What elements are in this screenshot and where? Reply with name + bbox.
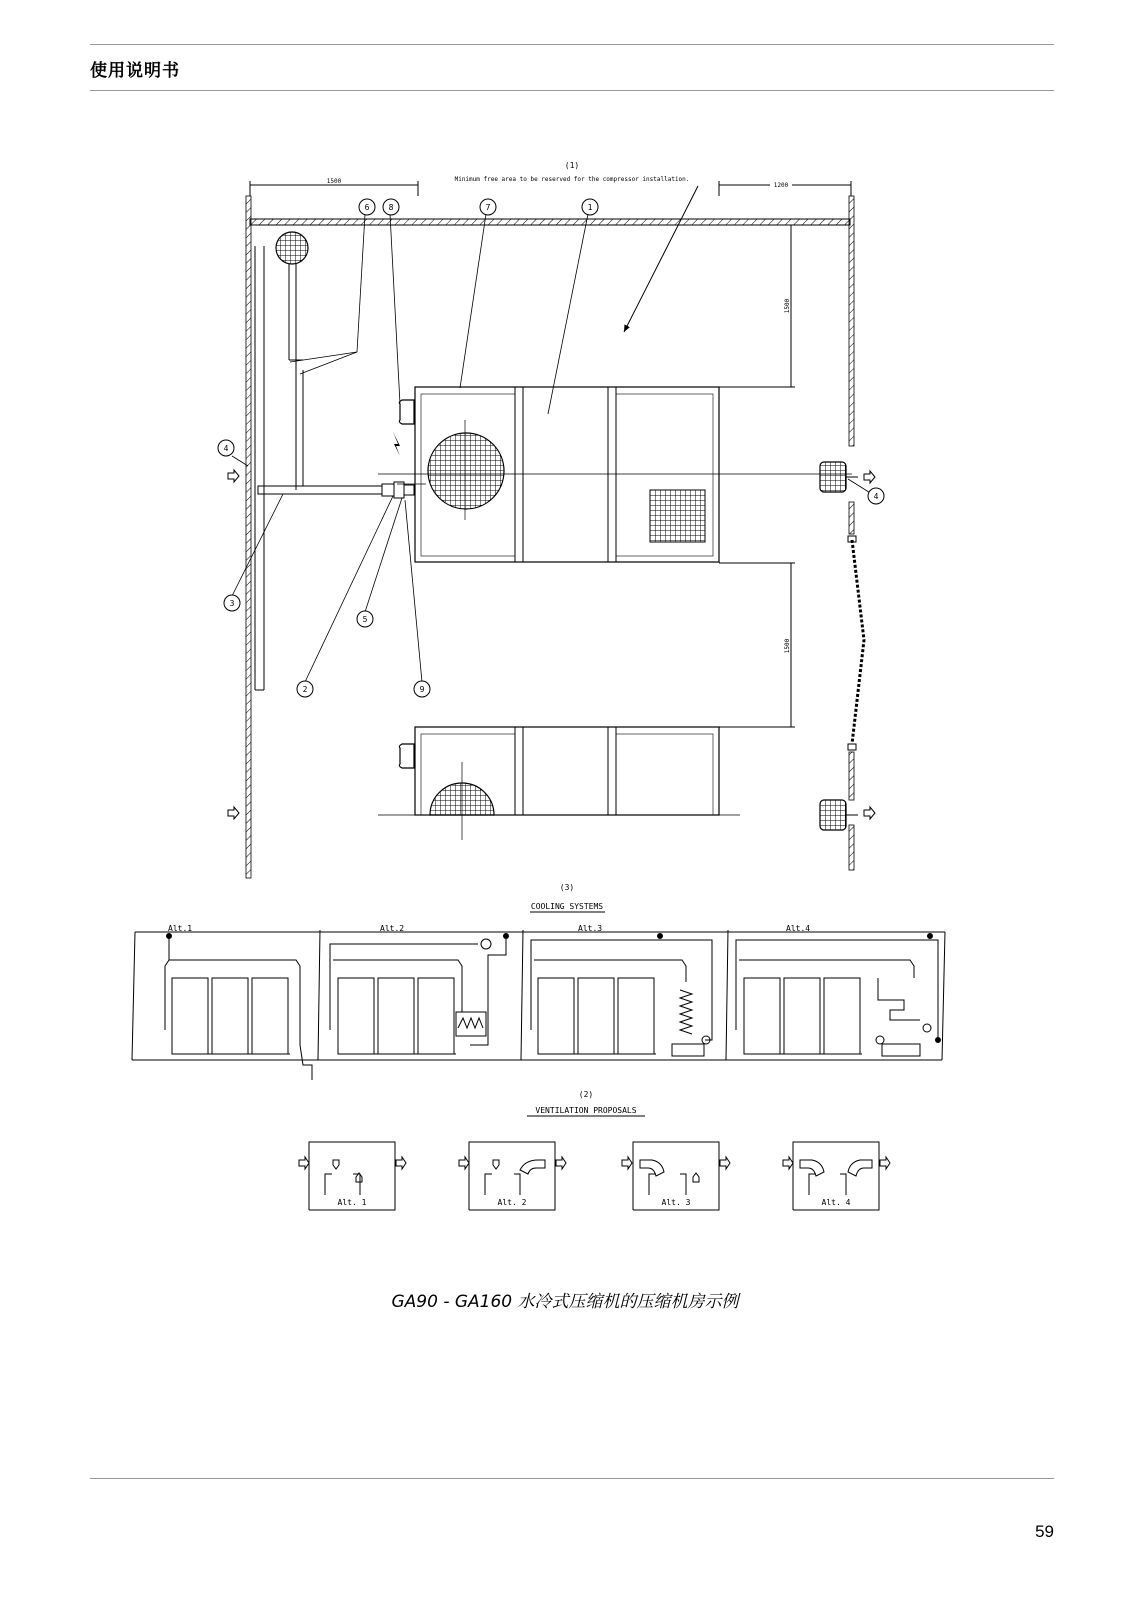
svg-text:1500: 1500: [784, 638, 791, 654]
right-wall-louvre: [852, 540, 864, 744]
page-number: 59: [1035, 1522, 1054, 1541]
ventilation-title: VENTILATION PROPOSALS: [535, 1106, 637, 1115]
fan-grille: [428, 433, 504, 509]
note-text: Minimum free area to be reserved for the compressor installation.: [454, 176, 690, 183]
document-title: 使用说明书: [90, 61, 180, 81]
svg-text:1500: 1500: [784, 298, 791, 314]
callout-leaders: [229, 214, 872, 682]
svg-text:4: 4: [873, 492, 879, 501]
dimension-vertical-top: [719, 225, 795, 387]
callout-2: [297, 681, 313, 697]
dimension-right-label: 1200: [773, 182, 789, 189]
cooling-alt-4: Alt.4: [786, 924, 811, 933]
footer-rule: [90, 1478, 1054, 1479]
svg-text:4: 4: [223, 444, 229, 453]
dimension-right: [719, 181, 851, 196]
callout-6: [359, 199, 375, 215]
ventilation-alt-2-label: Alt. 2: [497, 1198, 527, 1207]
callout-4-right: [868, 488, 884, 504]
ventilation-alt-4-label: Alt. 4: [821, 1198, 851, 1207]
dimension-left-label: 1500: [326, 178, 342, 185]
svg-text:2: 2: [302, 685, 308, 694]
svg-text:1: 1: [587, 203, 593, 212]
ventilation-ref: (2): [578, 1090, 594, 1099]
cooling-tower-grille: [276, 232, 308, 264]
cooling-alt-2-diagram: [330, 934, 509, 1055]
air-outlet-arrow-icon: [864, 471, 875, 483]
note-leader: [624, 186, 698, 332]
ventilation-fan-1: [820, 462, 858, 492]
svg-text:5: 5: [362, 615, 368, 624]
cooling-alt-1-diagram: [165, 934, 312, 1081]
svg-text:8: 8: [388, 203, 394, 212]
svg-text:3: 3: [229, 599, 235, 608]
ventilation-alt-3-label: Alt. 3: [661, 1198, 691, 1207]
callout-3: [224, 595, 240, 611]
electric-hazard-icon: [393, 432, 400, 456]
main-pipe: [258, 486, 382, 494]
svg-text:6: 6: [364, 203, 370, 212]
cooling-ref: (3): [559, 883, 575, 892]
cooling-alt-3: Alt.3: [578, 924, 603, 933]
cooling-alt-2: Alt.2: [380, 924, 405, 933]
cooling-alt-3-diagram: [531, 934, 712, 1057]
callout-5: [357, 611, 373, 627]
callout-9: [414, 681, 430, 697]
svg-text:7: 7: [485, 203, 491, 212]
left-wall: [246, 196, 251, 878]
air-outlet-arrow-icon: [864, 807, 875, 819]
dimension-left: [250, 178, 418, 196]
figure-caption: GA90 - GA160 水冷式压缩机的压缩机房示例: [391, 1292, 739, 1312]
note-ref: (1): [564, 161, 580, 170]
ventilation-alt-1-label: Alt. 1: [337, 1198, 367, 1207]
svg-text:9: 9: [419, 685, 425, 694]
callout-7: [480, 199, 496, 215]
cooling-alt-1: Alt.1: [168, 924, 193, 933]
top-wall: [250, 219, 850, 225]
callout-4-left: [218, 440, 234, 456]
cooling-title: COOLING SYSTEMS: [530, 902, 604, 911]
compressor-unit-1: [415, 387, 719, 562]
cooling-alt-4-diagram: [736, 934, 941, 1057]
callout-1: [582, 199, 598, 215]
air-inlet-arrow-icon: [228, 470, 239, 482]
cooler-grille: [650, 490, 705, 542]
callout-8: [383, 199, 399, 215]
air-inlet-arrow-icon: [228, 807, 239, 819]
control-box: [399, 400, 414, 424]
right-wall-top: [849, 196, 854, 446]
dimension-vertical-bottom: [719, 563, 795, 727]
compressor-unit-2: [399, 727, 719, 815]
